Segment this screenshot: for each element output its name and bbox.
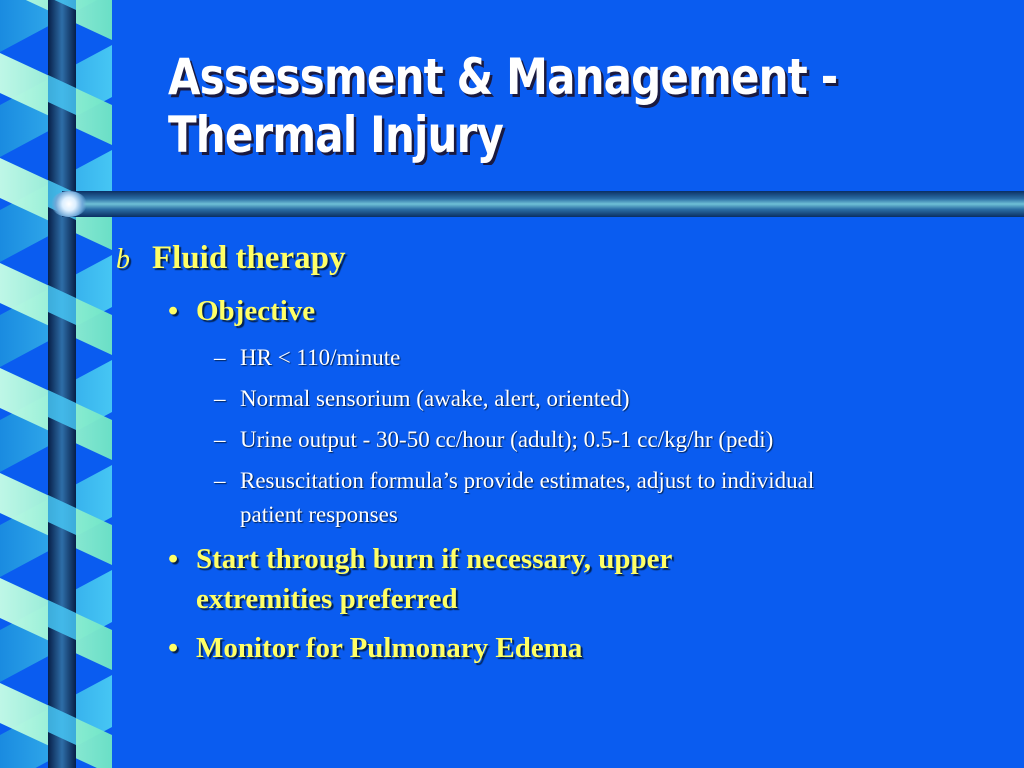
bullet-dot: •	[168, 295, 179, 327]
slide-title	[168, 48, 837, 164]
dash-bullet: –	[214, 468, 226, 493]
objective-item-text: HR < 110/minute	[240, 345, 401, 370]
slide-title-line-2: Thermal Injury	[168, 106, 504, 164]
dash-bullet: –	[214, 386, 226, 411]
dash-bullet: –	[214, 427, 226, 452]
monitor-label: Monitor for Pulmonary Edema	[196, 632, 583, 664]
objective-item-text-line-2: patient responses	[240, 502, 398, 527]
fluid-therapy-label: Fluid therapy	[152, 240, 346, 276]
slide-title-line-1: Assessment & Management -	[168, 48, 838, 106]
bullet-fluid-therapy	[116, 240, 345, 277]
objective-label: Objective	[196, 295, 316, 327]
dash-bullet: –	[214, 345, 226, 370]
bullet-dot: •	[168, 632, 179, 664]
objective-item-text: Urine output - 30-50 cc/hour (adult); 0.5-1 cc/kg/hr (pedi)	[240, 427, 774, 452]
left-twisted-ribbon-graphic	[0, 0, 112, 768]
start-through-burn-line-1: Start through burn if necessary, upper	[196, 543, 673, 575]
objective-item-text: Normal sensorium (awake, alert, oriented)	[240, 386, 630, 411]
divider-glow-knob	[51, 191, 87, 217]
bullet-dot: •	[168, 543, 179, 575]
level1-bullet-glyph: b	[116, 244, 130, 275]
objective-item-text-line-1: Resuscitation formula’s provide estimates, adjust to individual	[240, 468, 815, 493]
start-through-burn-line-2: extremities preferred	[196, 583, 458, 615]
title-divider-rule	[62, 191, 1024, 217]
